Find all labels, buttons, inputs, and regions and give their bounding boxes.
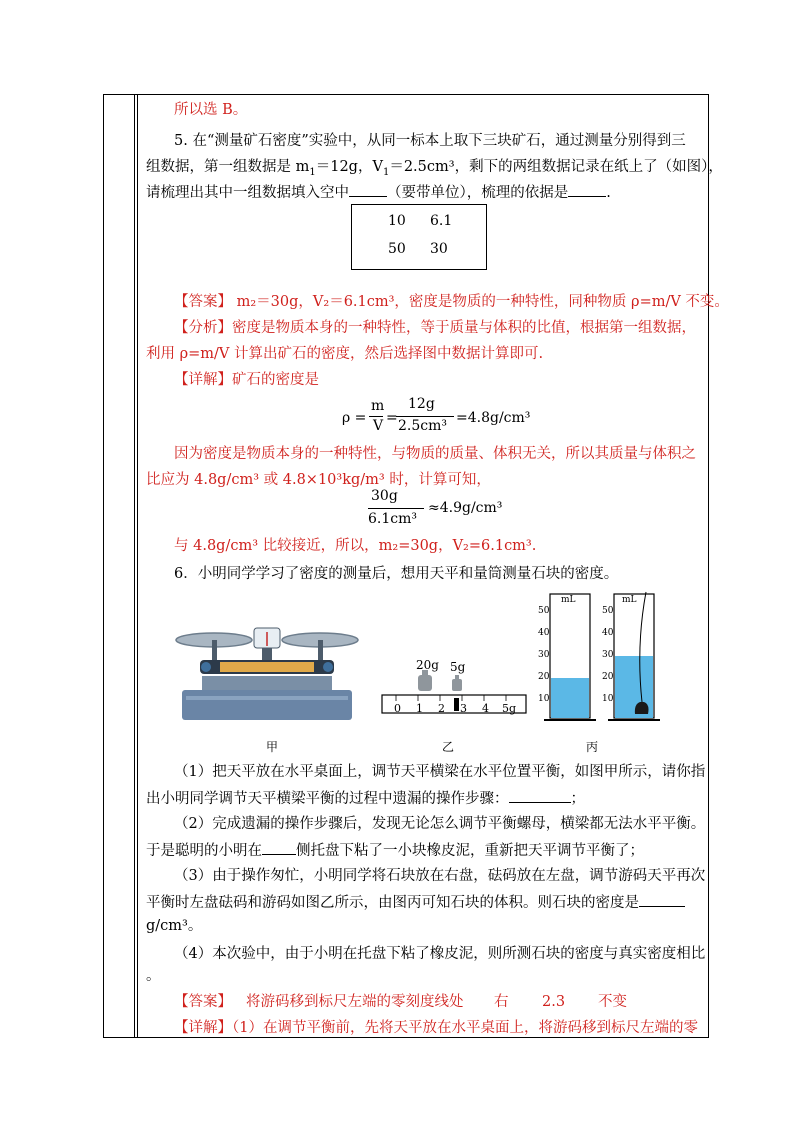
ruler-tick-label: 1 — [416, 702, 423, 715]
step-4-line-2: 。 — [146, 968, 161, 984]
answer-blank — [349, 182, 387, 197]
cylinder-tick-label: 10 — [602, 694, 614, 704]
detail-5: 【详解】矿石的密度是 — [174, 372, 319, 388]
step-4-line-1: （4）本次验中，由于小明在托盘下粘了橡皮泥，则所测石块的密度与真实密度相比 — [174, 946, 706, 962]
ruler-tick-label: 2 — [438, 702, 445, 715]
step-2-line-2: 于是聪明的小明在 侧托盘下粘了一小块橡皮泥，重新把天平调节平衡了； — [146, 840, 702, 861]
answer-blank — [639, 892, 685, 907]
box-cell: 50 — [388, 241, 406, 257]
analysis-5-line-2: 利用 ρ=m/V 计算出矿石的密度，然后选择图中数据计算即可. — [146, 346, 544, 362]
weight-label-20g: 20g — [416, 658, 439, 672]
balance-figure — [172, 618, 362, 728]
question-5-line-2: 组数据，第一组数据是 $m_1=12g$，$V_1=2.5cm^3$，剩下的两组数据记录在纸上了（如图）， — [146, 159, 723, 178]
cylinder-tick-label: 20 — [538, 672, 550, 682]
weight-label-5g: 5g — [450, 660, 466, 674]
cylinder-tick-label: 30 — [538, 650, 550, 660]
cylinder-tick-label: 50 — [538, 606, 550, 616]
conclusion-5: 与 4.8g/cm³ 比较接近，所以，m₂=30g，V₂=6.1cm³. — [174, 538, 537, 554]
box-cell: 6.1 — [430, 213, 453, 229]
explanation-5-line-2: 比应为 4.8g/cm³ 或 4.8×10³kg/m³ 时，计算可知， — [146, 472, 491, 488]
ruler-tick-label: 4 — [482, 702, 489, 715]
figure-caption-jia: 甲 — [266, 740, 279, 754]
cylinder-unit-label: mL — [561, 595, 576, 605]
ruler-tick-label: 3 — [460, 702, 467, 715]
step-2-line-1: （2）完成遗漏的操作步骤后，发现无论怎么调节平衡螺母，横梁都无法水平平衡。 — [174, 816, 706, 832]
step-1-line-2: 出小明同学调节天平横梁平衡的过程中遗漏的操作步骤： ； — [146, 788, 702, 809]
table-column-left — [103, 94, 135, 1038]
answer-blank — [509, 788, 571, 803]
cylinder-unit-label: mL — [622, 595, 637, 605]
figure-caption-yi: 乙 — [442, 740, 455, 754]
box-cell: 10 — [388, 213, 406, 229]
answer-6: 【答案】 将游码移到标尺左端的零刻度线处 右 2.3 不变 — [174, 994, 627, 1010]
step-3-line-2: 平衡时左盘砝码和游码如图乙所示，由图丙可知石块的体积。则石块的密度是 — [146, 892, 702, 913]
step-3-line-3: g/cm³。 — [146, 918, 203, 934]
ruler-tick-label: 5g — [502, 702, 517, 715]
figure-caption-bing: 丙 — [586, 740, 599, 754]
table-column-divider — [137, 94, 139, 1038]
cylinder-tick-label: 10 — [538, 694, 550, 704]
data-box — [351, 204, 487, 270]
cylinder-tick-label: 30 — [602, 650, 614, 660]
ruler-tick-label: 0 — [394, 702, 401, 715]
answer-blank — [568, 182, 606, 197]
cylinder-tick-label: 40 — [602, 628, 614, 638]
question-6: 6．小明同学学习了密度的测量后，想用天平和量筒测量石块的密度。 — [174, 566, 619, 582]
step-3-line-1: （3）由于操作匆忙，小明同学将石块放在右盘，砝码放在左盘，调节游码天平再次 — [174, 868, 706, 884]
analysis-5-line-1: 【分析】密度是物质本身的一种特性，等于质量与体积的比值，根据第一组数据， — [174, 320, 696, 336]
question-5-line-3: 请梳理出其中一组数据填入空中 （要带单位），梳理的依据是 . — [146, 182, 702, 203]
cylinder-tick-label: 20 — [602, 672, 614, 682]
detail-6: 【详解】（1）在调节平衡前，先将天平放在水平桌面上，将游码移到标尺左端的零 — [174, 1020, 698, 1036]
cylinders-figure — [536, 586, 711, 728]
answer-line: 所以选 B。 — [174, 102, 248, 118]
question-5-line-1: 5. 在“测量矿石密度”实验中，从同一标本上取下三块矿石，通过测量分别得到三 — [174, 133, 686, 149]
explanation-5-line-1: 因为密度是物质本身的一种特性，与物质的质量、体积无关，所以其质量与体积之 — [174, 446, 696, 462]
cylinder-tick-label: 50 — [602, 606, 614, 616]
cylinder-tick-label: 40 — [538, 628, 550, 638]
box-cell: 30 — [430, 241, 448, 257]
step-1-line-1: （1）把天平放在水平桌面上，调节天平横梁在水平位置平衡，如图甲所示，请你指 — [174, 764, 706, 780]
answer-5: 【答案】 m₂＝30g，V₂＝6.1cm³，密度是物质的一种特性，同种物质 ρ=m/V 不变。 — [174, 294, 729, 310]
answer-blank — [262, 840, 296, 855]
